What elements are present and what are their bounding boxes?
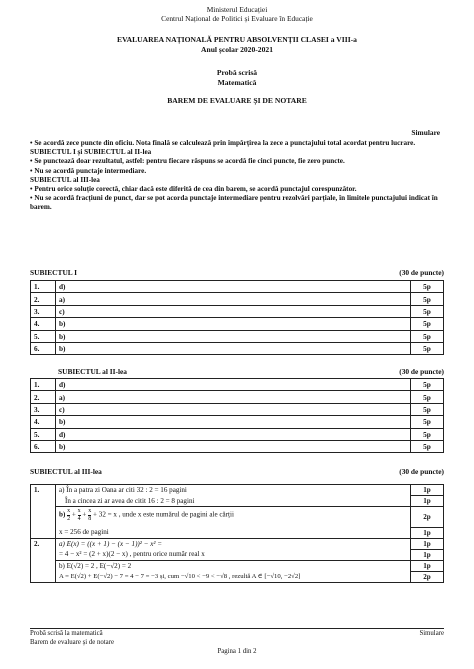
s1-points: 5p xyxy=(411,293,444,305)
p1a-points-2: 1p xyxy=(411,496,444,507)
s1-points: 5p xyxy=(411,305,444,317)
section-2-heading xyxy=(30,367,444,376)
rule-heading-2: SUBIECTUL al III-lea xyxy=(30,175,100,184)
simulare-label: Simulare xyxy=(411,128,440,137)
s1-row xyxy=(31,281,444,293)
ministry-line: Ministerul Educației xyxy=(206,5,268,14)
s2-row xyxy=(31,379,444,391)
p2a-points-1: 1p xyxy=(411,538,444,549)
page-number: Pagina 1 din 2 xyxy=(217,648,257,655)
s1-item-number: 2. xyxy=(31,293,56,305)
barem-title: BAREM DE EVALUARE ȘI DE NOTARE xyxy=(167,96,307,105)
s2-item-number: 4. xyxy=(31,416,56,428)
s2-points: 5p xyxy=(411,416,444,428)
rule-5: • Nu se acordă fracțiuni de punct, dar se pot acorda punctaje intermediare pentru rezolvări parțiale, în limitele punctajului indicat în barem. xyxy=(30,194,438,212)
s1-row xyxy=(31,342,444,354)
p1a-line2: În a cincea zi ar avea de citit 16 : 2 = 8 pagini xyxy=(56,496,411,507)
s2-answer: b) xyxy=(56,416,411,428)
s2-item-number: 6. xyxy=(31,440,56,452)
subject-label: Matematică xyxy=(217,78,257,87)
s2-points: 5p xyxy=(411,391,444,403)
s1-answer: d) xyxy=(56,281,411,293)
problem-2-number: 2. xyxy=(31,538,56,582)
section-3-heading xyxy=(30,467,444,476)
s2-row xyxy=(31,440,444,452)
rule-heading-1: SUBIECTUL I și SUBIECTUL al II-lea xyxy=(30,148,152,157)
s2-points: 5p xyxy=(411,440,444,452)
s1-item-number: 4. xyxy=(31,318,56,330)
footer-right: Simulare xyxy=(419,630,444,637)
footer xyxy=(30,628,444,647)
rule-2: • Se punctează doar rezultatul, astfel: pentru fiecare răspuns se acordă fie cinci puncte, fie zero puncte. xyxy=(30,157,345,166)
footer-left-2: Barem de evaluare și de notare xyxy=(30,639,114,646)
s1-item-number: 6. xyxy=(31,342,56,354)
section-1-table xyxy=(30,280,444,355)
s2-row xyxy=(31,428,444,440)
s2-points: 5p xyxy=(411,403,444,415)
p2a-line1: a) E(x) = ((x + 1) − (x − 1))² − x² = xyxy=(56,538,411,549)
s1-answer: b) xyxy=(56,330,411,342)
section-2-points: (30 de puncte) xyxy=(399,367,444,376)
p2b-points-1: 1p xyxy=(411,560,444,571)
s2-points: 5p xyxy=(411,428,444,440)
frac-x-8: $\frac{x}{8}$ xyxy=(88,508,92,522)
s2-answer: c) xyxy=(56,403,411,415)
s1-points: 5p xyxy=(411,330,444,342)
s1-row xyxy=(31,305,444,317)
s1-points: 5p xyxy=(411,318,444,330)
s2-item-number: 1. xyxy=(31,379,56,391)
frac-x-2: $\frac{x}{2}$ xyxy=(67,508,71,522)
p1b-line2: x = 256 de pagini xyxy=(56,527,411,538)
s2-row xyxy=(31,416,444,428)
s1-item-number: 3. xyxy=(31,305,56,317)
section-1-title: SUBIECTUL I xyxy=(30,268,78,277)
p1b-line1: b) $\frac{x}{2}$ + $\frac{x}{4}$ + $\frac{x}{8}$ + 32 = x , unde x este numărul de pagini ale cărții xyxy=(56,507,411,528)
section-3-title: SUBIECTUL al III-lea xyxy=(30,467,102,476)
s2-answer: d) xyxy=(56,379,411,391)
s1-points: 5p xyxy=(411,281,444,293)
p1b-points-1: 2p xyxy=(411,507,444,528)
p2a-line2: = 4 − x² = (2 + x)(2 − x) , pentru orice număr real x xyxy=(56,549,411,560)
s1-row xyxy=(31,330,444,342)
footer-left-1: Probă scrisă la matematică xyxy=(30,630,103,637)
school-year: Anul școlar 2020-2021 xyxy=(200,45,273,54)
s1-points: 5p xyxy=(411,342,444,354)
s2-answer: b) xyxy=(56,440,411,452)
section-2-title: SUBIECTUL al II-lea xyxy=(58,367,127,376)
s1-answer: b) xyxy=(56,318,411,330)
p2b-line1: b) E(√2) = 2 , E(−√2) = 2 xyxy=(56,560,411,571)
p1b-tail: + 32 = x , unde x este numărul de pagini ale cărții xyxy=(93,510,234,519)
p1a-points-1: 1p xyxy=(411,485,444,496)
frac-x-4: $\frac{x}{4}$ xyxy=(77,508,81,522)
s2-answer: a) xyxy=(56,391,411,403)
p2b-points-2: 2p xyxy=(411,571,444,582)
section-2-table xyxy=(30,378,444,453)
s1-answer: b) xyxy=(56,342,411,354)
s1-answer: c) xyxy=(56,305,411,317)
center-line: Centrul Național de Politici și Evaluare în Educație xyxy=(161,14,313,23)
p2a-points-2: 1p xyxy=(411,549,444,560)
s2-points: 5p xyxy=(411,379,444,391)
section-1-heading xyxy=(30,268,444,277)
grading-rules xyxy=(30,139,442,213)
s2-item-number: 3. xyxy=(31,403,56,415)
s1-row xyxy=(31,318,444,330)
s1-item-number: 1. xyxy=(31,281,56,293)
s1-answer: a) xyxy=(56,293,411,305)
p1b-points-2: 1p xyxy=(411,527,444,538)
s2-item-number: 2. xyxy=(31,391,56,403)
p1a-line1: a) În a patra zi Oana ar citi 32 : 2 = 16 pagini xyxy=(56,485,411,496)
s2-row xyxy=(31,391,444,403)
section-3-points: (30 de puncte) xyxy=(399,467,444,476)
rule-3: • Nu se acordă punctaje intermediare. xyxy=(30,166,147,175)
s2-row xyxy=(31,403,444,415)
p2b-line2: A = E(√2) + E(−√2) − 7 = 4 − 7 = −3 și, cum −√10 < −9 < −√8 , rezultă A ∈ [−√10, −2√2] xyxy=(56,571,411,582)
s2-item-number: 5. xyxy=(31,428,56,440)
rule-4: • Pentru orice soluție corectă, chiar dacă este diferită de cea din barem, se acordă punctajul corespunzător. xyxy=(30,185,357,194)
section-1-points: (30 de puncte) xyxy=(399,268,444,277)
section-3-table xyxy=(30,484,444,583)
rule-1: • Se acordă zece puncte din oficiu. Nota finală se calculează prin împărțirea la zece a punctajului total acordat pentru lucrare. xyxy=(30,139,416,147)
s2-answer: d) xyxy=(56,428,411,440)
problem-1-number: 1. xyxy=(31,485,56,539)
s1-item-number: 5. xyxy=(31,330,56,342)
s1-row xyxy=(31,293,444,305)
exam-title: EVALUAREA NAȚIONALĂ PENTRU ABSOLVENȚII CLASEI a VIII-a xyxy=(117,35,357,44)
proba-label: Probă scrisă xyxy=(216,68,258,77)
